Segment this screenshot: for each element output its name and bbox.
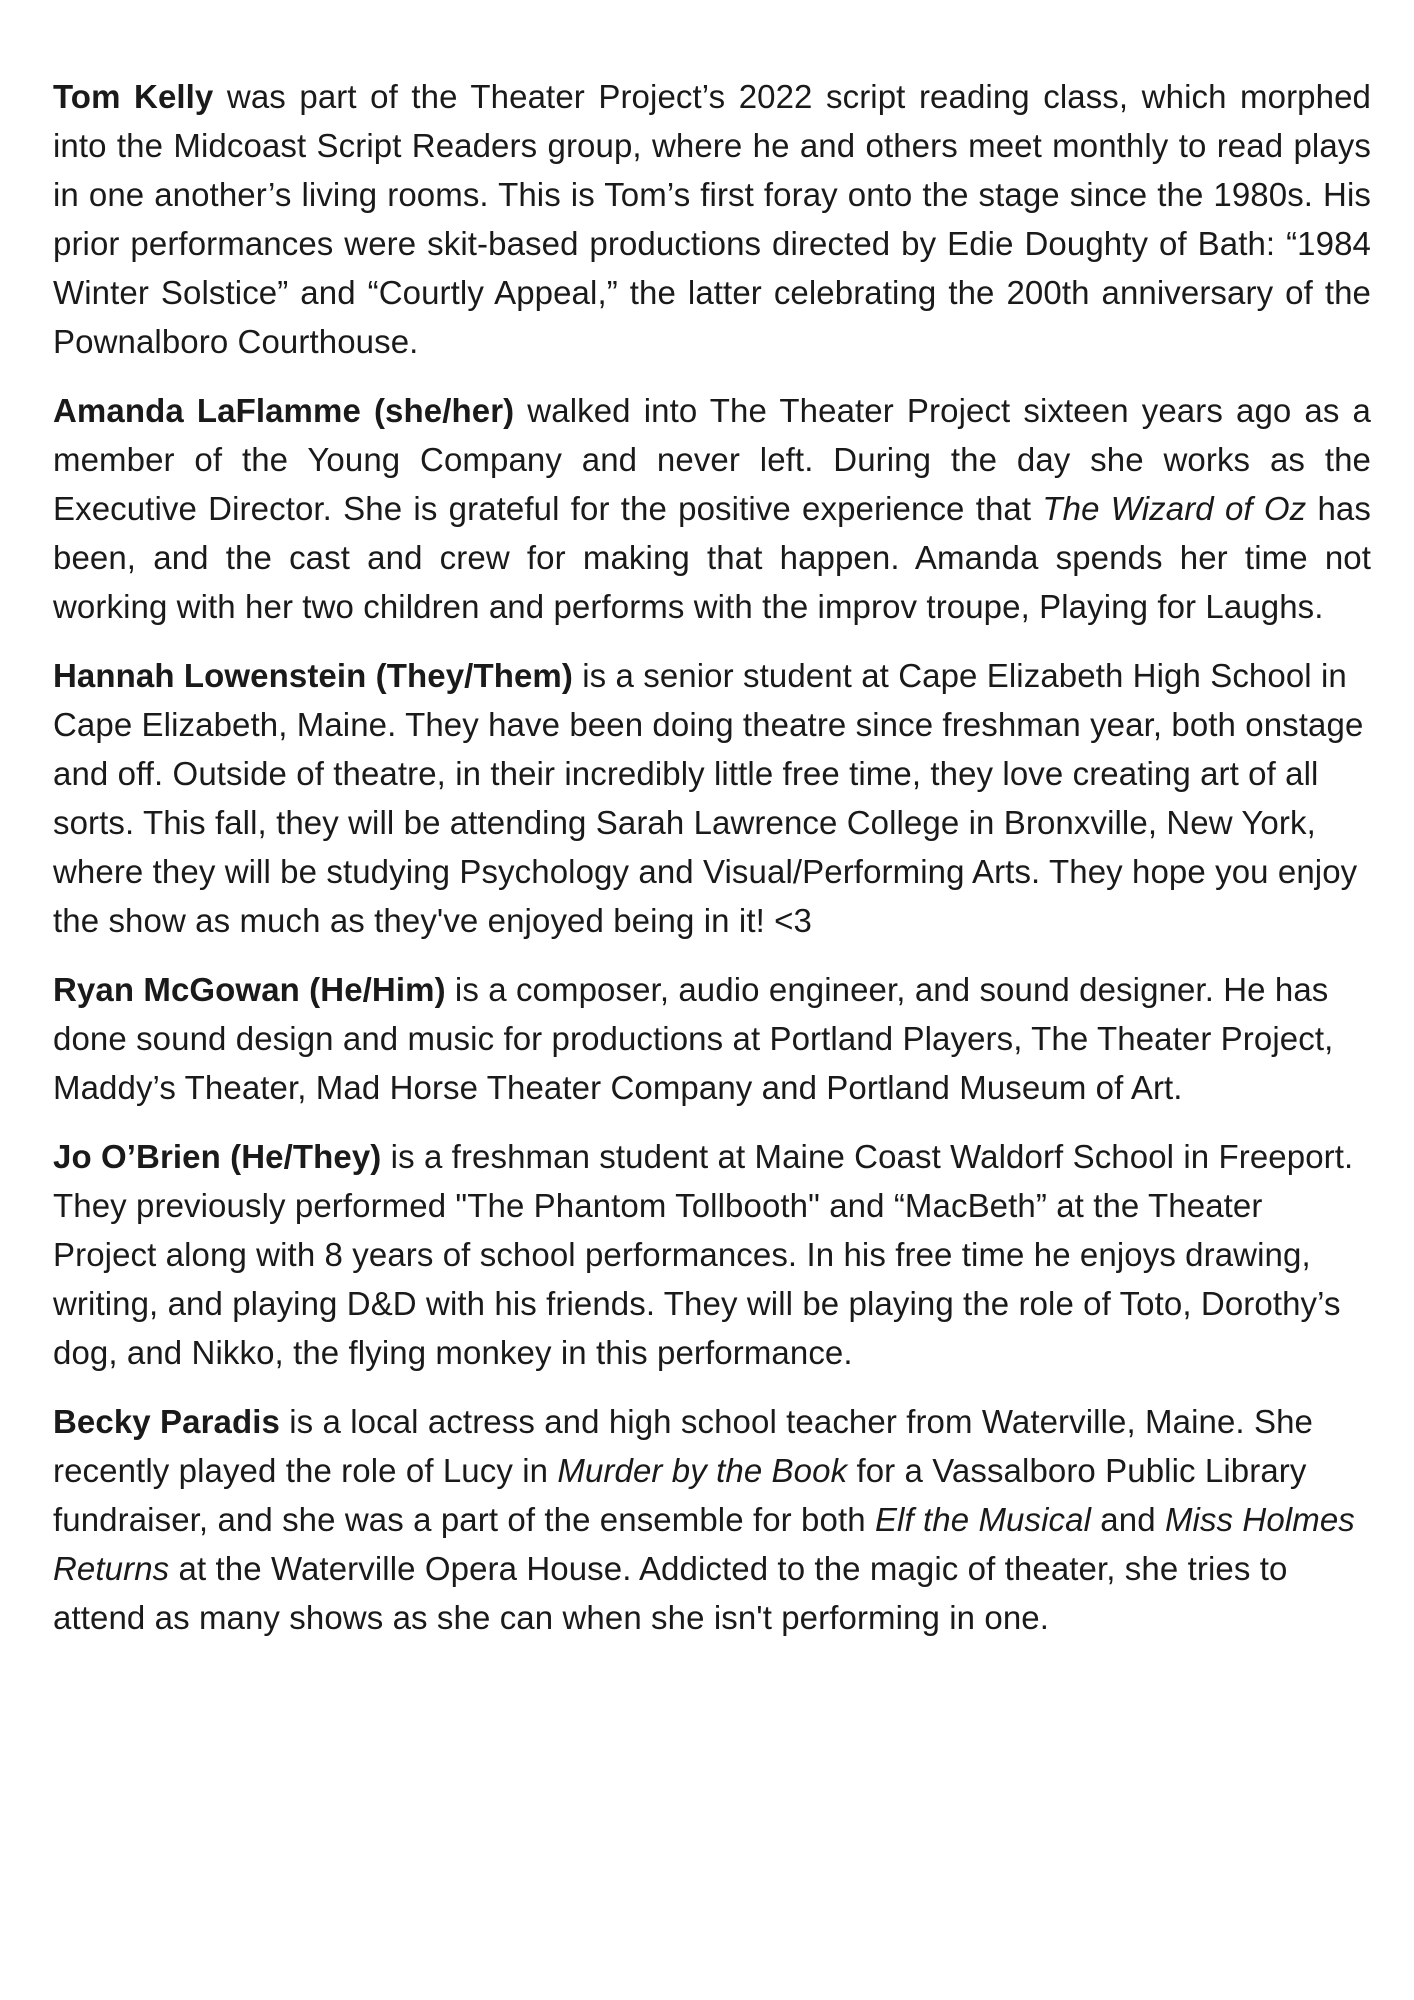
show-title: Miss Holmes Returns — [53, 1501, 1355, 1587]
bio-name: Jo O’Brien (He/They) — [53, 1138, 382, 1175]
bio-ryan-mcgowan — [53, 965, 1371, 1112]
bio-becky-paradis — [53, 1397, 1371, 1642]
bio-name: Becky Paradis — [53, 1403, 280, 1440]
show-title: Murder by the Book — [557, 1452, 848, 1489]
bio-name: Amanda LaFlamme (she/her) — [53, 392, 515, 429]
bio-text: has been, and the cast and crew for making that happen. Amanda spends her time not working with her two children and performs with the improv troupe, Playing for Laughs. — [53, 490, 1371, 625]
cast-bios-page — [53, 72, 1371, 1662]
bio-tom-kelly — [53, 72, 1371, 366]
bio-amanda-laflamme — [53, 386, 1371, 631]
bio-jo-obrien — [53, 1132, 1371, 1377]
show-title: The Wizard of Oz — [1042, 490, 1307, 527]
bio-text: walked into The Theater Project sixteen years ago as a member of the Young Company and never left. During the day she works as the Executive Director. She is grateful for the positive experience that — [53, 392, 1371, 527]
show-title: Elf the Musical — [874, 1501, 1092, 1538]
bio-name: Tom Kelly — [53, 78, 214, 115]
bio-hannah-lowenstein — [53, 651, 1371, 945]
bio-text: is a freshman student at Maine Coast Waldorf School in Freeport. They previously performed "The Phantom Tollbooth" and “MacBeth” at the Theater Project along with 8 years of school performances. In his free time he enjoys drawing, writing, and playing D&D with his friends. They will be playing the role of Toto, Dorothy’s dog, and Nikko, the flying monkey in this performance. — [53, 1138, 1354, 1371]
bio-name: Hannah Lowenstein (They/Them) — [53, 657, 573, 694]
bio-text: for a Vassalboro Public Library fundraiser, and she was a part of the ensemble for both — [53, 1452, 1307, 1538]
bio-text: at the Waterville Opera House. Addicted to the magic of theater, she tries to attend as many shows as she can when she isn't performing in one. — [53, 1550, 1288, 1636]
bio-text: is a composer, audio engineer, and sound designer. He has done sound design and music for productions at Portland Players, The Theater Project, Maddy’s Theater, Mad Horse Theater Company and Portland Museum of Art. — [53, 971, 1334, 1106]
bio-text: is a senior student at Cape Elizabeth High School in Cape Elizabeth, Maine. They have been doing theatre since freshman year, both onstage and off. Outside of theatre, in their incredibly little free time, they love creating art of all sorts. This fall, they will be attending Sarah Lawrence College in Bronxville, New York, where they will be studying Psychology and Visual/Performing Arts. They hope you enjoy the show as much as they've enjoyed being in it! <3 — [53, 657, 1364, 939]
bio-name: Ryan McGowan (He/Him) — [53, 971, 446, 1008]
bio-text: was part of the Theater Project’s 2022 script reading class, which morphed into the Midcoast Script Readers group, where he and others meet monthly to read plays in one another’s living rooms. This is Tom’s first foray onto the stage since the 1980s. His prior performances were skit-based productions directed by Edie Doughty of Bath: “1984 Winter Solstice” and “Courtly Appeal,” the latter celebrating the 200th anniversary of the Pownalboro Courthouse. — [53, 78, 1371, 360]
bio-text: is a local actress and high school teacher from Waterville, Maine. She recently played the role of Lucy in — [53, 1403, 1313, 1489]
bio-text: and — [1091, 1501, 1165, 1538]
